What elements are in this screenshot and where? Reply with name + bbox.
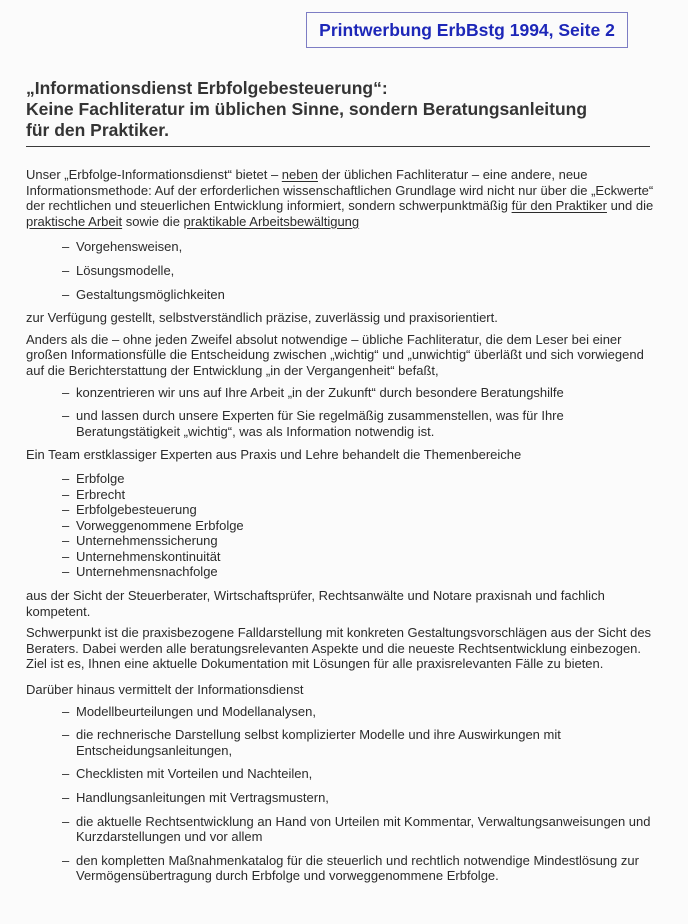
- list-item: – Erbfolgebesteuerung: [26, 502, 658, 518]
- intro-paragraph: [26, 167, 658, 229]
- paragraph: Darüber hinaus vermittelt der Informationsdienst: [26, 682, 304, 698]
- offerings-list: [26, 704, 658, 884]
- intro-text-a: Unser „Erbfolge-Informationsdienst“ bietet –: [26, 167, 282, 182]
- approach-list: [26, 385, 658, 440]
- page-header-label: Printwerbung ErbBstg 1994, Seite 2: [306, 12, 628, 48]
- list-item: – und lassen durch unsere Experten für Sie regelmäßig zusammenstellen, was für Ihre Beratungstätigkeit „wichtig“, was als Information notwendig ist.: [26, 408, 658, 439]
- document-body: [26, 167, 658, 892]
- intro-text-c: und die: [606, 198, 654, 214]
- paragraph: zur Verfügung gestellt, selbstverständlich präzise, zuverlässig und praxisorientiert.: [26, 310, 498, 326]
- paragraph: Schwerpunkt ist die praxisbezogene Falldarstellung mit konkreten Gestaltungsvorschlägen aus der Sicht des Beraters. Dabei werden alle beratungsrelevanten Aspekte und die neueste Rechtsentwicklung einbezogen. Ziel ist es, Ihnen eine aktuelle Dokumentation mit Lösungen für alle praxisrelevanten Fälle zu bieten.: [26, 625, 652, 672]
- list-item: – Gestaltungsmöglichkeiten: [26, 287, 658, 303]
- list-item: – die rechnerische Darstellung selbst komplizierter Modelle und ihre Auswirkungen mit Entscheidungsanleitungen,: [26, 727, 658, 758]
- list-item: – Checklisten mit Vorteilen und Nachteilen,: [26, 766, 658, 782]
- document-title: [26, 78, 666, 141]
- list-item: – konzentrieren wir uns auf Ihre Arbeit „in der Zukunft“ durch besondere Beratungshilfe: [26, 385, 658, 401]
- paragraph: Anders als die – ohne jeden Zweifel absolut notwendige – übliche Fachliteratur, die dem Leser bei einer großen Informationsfülle die Entscheidung zwischen „wichtig“ und „unwichtig“ überläßt und sich vorwiegend auf die Berichterstattung der Entwicklung „in der Vergangenheit“ befaßt,: [26, 331, 644, 378]
- list-item: – Vorgehensweisen,: [26, 239, 658, 255]
- list-item: – den kompletten Maßnahmenkatalog für die steuerlich und rechtlich notwendige Mindestlösung zur Vermögensübertragung durch Erbfolge und vorweggenommene Erbfolge.: [26, 853, 658, 884]
- list-item: – Erbrecht: [26, 487, 658, 503]
- list-item: – Lösungsmodelle,: [26, 263, 658, 279]
- title-line-2: Keine Fachliteratur im üblichen Sinne, sondern Beratungsanleitung: [26, 99, 588, 119]
- intro-underline-arbeit: praktische Arbeit: [26, 213, 123, 229]
- title-divider: [26, 146, 650, 147]
- paragraph: aus der Sicht der Steuerberater, Wirtschaftsprüfer, Rechtsanwälte und Notare praxisnah und fachlich kompetent.: [26, 588, 605, 619]
- methods-list: [26, 239, 658, 302]
- list-item: – Unternehmensnachfolge: [26, 564, 658, 580]
- intro-underline-bewaeltigung: praktikable Arbeitsbewältigung: [183, 213, 360, 229]
- paragraph: Ein Team erstklassiger Experten aus Praxis und Lehre behandelt die Themenbereiche: [26, 447, 522, 463]
- title-line-3: für den Praktiker.: [26, 120, 169, 140]
- list-item: – Erbfolge: [26, 471, 658, 487]
- intro-underline-neben: neben: [281, 167, 318, 182]
- list-item: – Modellbeurteilungen und Modellanalysen,: [26, 704, 658, 720]
- title-line-1: „Informationsdienst Erbfolgebesteuerung“:: [26, 78, 388, 98]
- list-item: – Unternehmenskontinuität: [26, 549, 658, 565]
- list-item: – Handlungsanleitungen mit Vertragsmustern,: [26, 790, 658, 806]
- topics-list: [26, 471, 658, 580]
- intro-text-b: der üblichen Fachliteratur – eine andere, neue Informationsmethode: Auf der erforderlichen wissenschaftlichen Grundlage wird nicht nur über die „Eckwerte“ der rechtlichen und steuerlichen Entwicklung informiert, sondern schwerpunktmäßig: [26, 167, 654, 214]
- list-item: – Vorweggenommene Erbfolge: [26, 518, 658, 534]
- list-item: – Unternehmenssicherung: [26, 533, 658, 549]
- list-item: – die aktuelle Rechtsentwicklung an Hand von Urteilen mit Kommentar, Verwaltungsanweisungen und Kurzdarstellungen und vor allem: [26, 814, 658, 845]
- intro-underline-praktiker: für den Praktiker: [511, 198, 607, 214]
- intro-text-d: sowie die: [122, 213, 184, 229]
